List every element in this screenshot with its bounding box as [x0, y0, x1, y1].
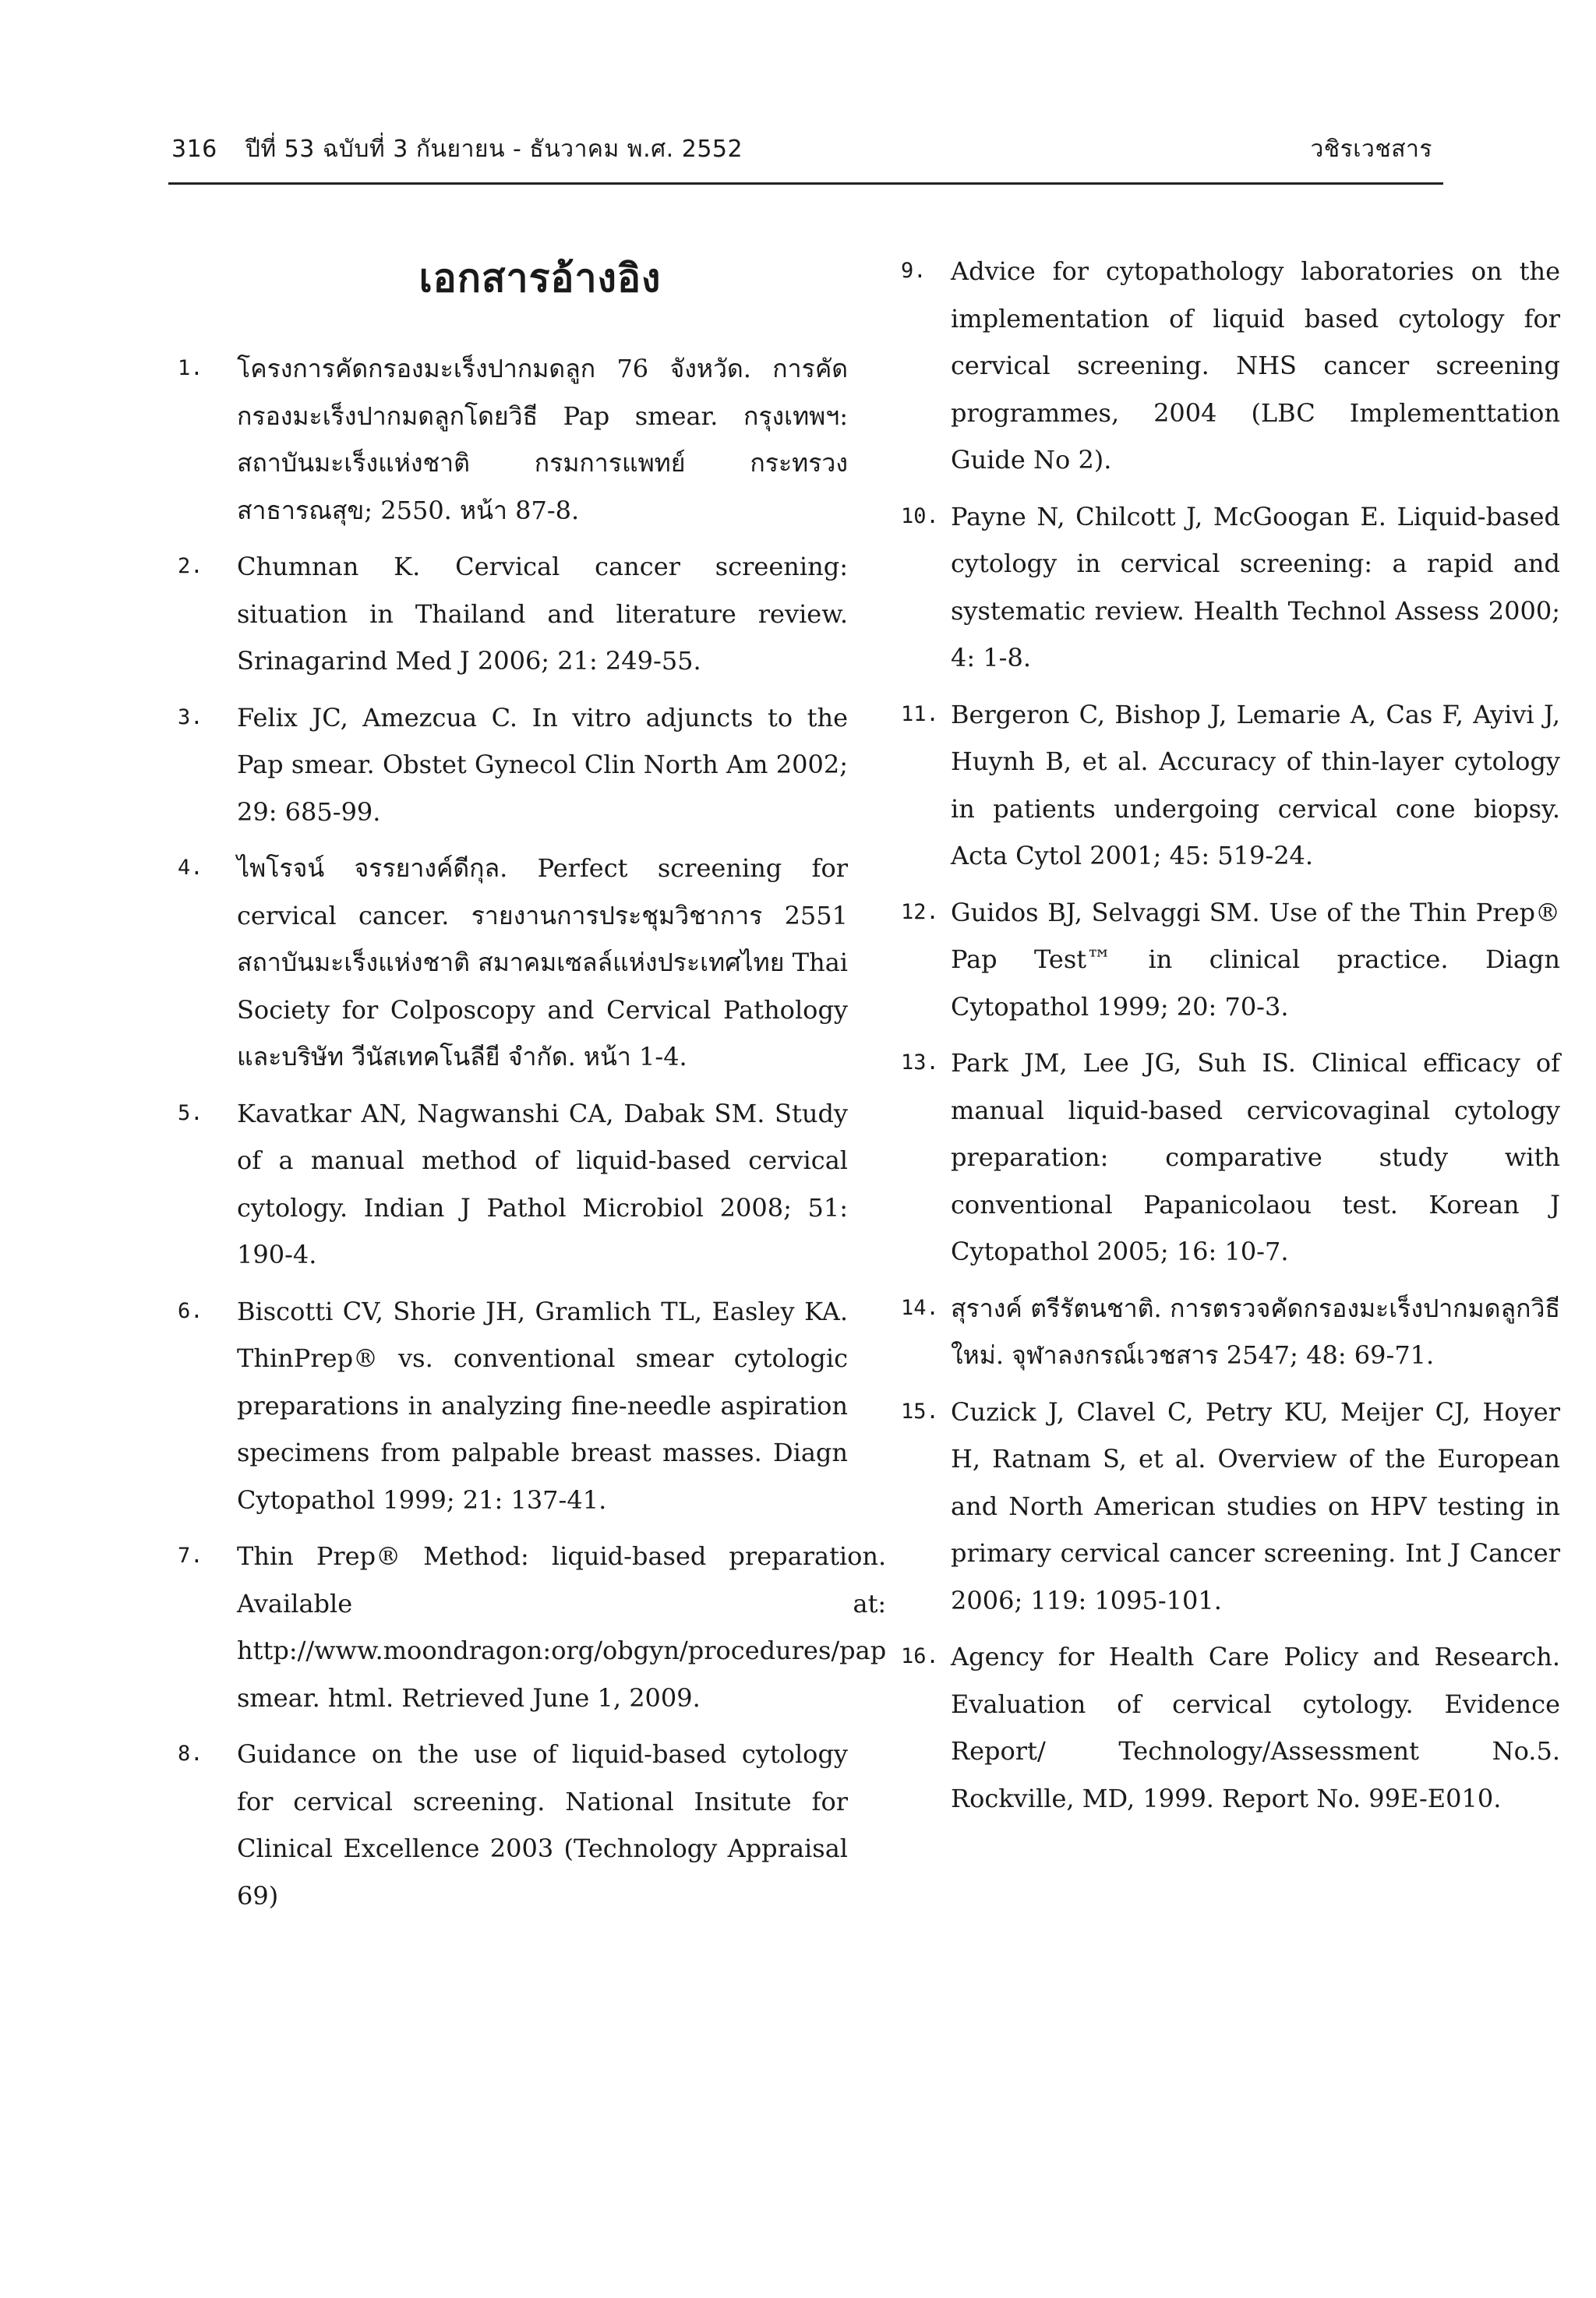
- reference-number: 1.: [178, 356, 203, 380]
- reference-number: 9.: [901, 259, 927, 283]
- reference-number: 3.: [178, 704, 203, 729]
- reference-number: 6.: [178, 1298, 203, 1323]
- right-column: [901, 248, 1560, 1831]
- reference-number: 5.: [178, 1100, 203, 1125]
- reference-item: [178, 1090, 848, 1279]
- reference-item: [178, 1533, 887, 1721]
- reference-text: Park JM, Lee JG, Suh IS. Clinical efficacy of manual liquid-based cervicovaginal cytology preparation: comparative study with conventional Papanicolaou test. Korean J Cytopathol 2005; 16: 10-7.: [951, 1048, 1560, 1266]
- reference-text: สุรางค์ ตรีรัตนชาติ. การตรวจคัดกรองมะเร็งปากมดลูกวิธีใหม่. จุฬาลงกรณ์เวชสาร 2547; 48: 69-71.: [951, 1293, 1560, 1370]
- reference-item: [901, 1389, 1560, 1625]
- reference-item: [178, 1288, 848, 1524]
- reference-item: [178, 1731, 848, 1919]
- reference-number: 2.: [178, 554, 203, 578]
- reference-number: 14.: [901, 1295, 939, 1320]
- reference-text: Cuzick J, Clavel C, Petry KU, Meijer CJ, Hoyer H, Ratnam S, et al. Overview of the European and North American studies on HPV testing in primary cervical cancer screening. Int J Cancer 2006; 119: 1095-101.: [951, 1396, 1560, 1615]
- reference-text: Agency for Health Care Policy and Research. Evaluation of cervical cytology. Evidence Report/ Technology/Assessment No.5. Rockville, MD, 1999. Report No. 99E-E010.: [951, 1642, 1560, 1813]
- running-header: [171, 131, 1432, 168]
- reference-text: Bergeron C, Bishop J, Lemarie A, Cas F, Ayivi J, Huynh B, et al. Accuracy of thin-layer cytology in patients undergoing cervical cone biopsy. Acta Cytol 2001; 45: 519-24.: [951, 699, 1560, 870]
- left-column: [178, 248, 887, 1929]
- reference-text: Felix JC, Amezcua C. In vitro adjuncts to the Pap smear. Obstet Gynecol Clin North Am 2002; 29: 685-99.: [237, 702, 848, 827]
- reference-text: Chumnan K. Cervical cancer screening: situation in Thailand and literature review. Srinagarind Med J 2006; 21: 249-55.: [237, 552, 848, 676]
- reference-number: 8.: [178, 1742, 203, 1766]
- reference-list-right: [901, 248, 1560, 1822]
- journal-name: วชิรเวชสาร: [1310, 136, 1432, 163]
- header-left: [171, 131, 763, 168]
- reference-item: [901, 248, 1560, 484]
- reference-text: Biscotti CV, Shorie JH, Gramlich TL, Easley KA. ThinPrep® vs. conventional smear cytologic preparations in analyzing fine-needle aspiration specimens from palpable breast masses. Diagn Cytopathol 1999; 21: 137-41.: [237, 1296, 848, 1515]
- header-rule: [168, 182, 1443, 185]
- reference-item: [178, 345, 848, 534]
- reference-number: 16.: [901, 1644, 939, 1668]
- reference-text: Advice for cytopathology laboratories on the implementation of liquid based cytology for cervical screening. NHS cancer screening programmes, 2004 (LBC Implementtation Guide No 2).: [951, 256, 1560, 475]
- reference-item: [178, 845, 848, 1081]
- reference-number: 11.: [901, 701, 939, 726]
- reference-number: 4.: [178, 856, 203, 880]
- reference-item: [901, 691, 1560, 880]
- reference-item: [901, 1040, 1560, 1276]
- reference-text: Guidos BJ, Selvaggi SM. Use of the Thin Prep® Pap Test™ in clinical practice. Diagn Cytopathol 1999; 20: 70-3.: [951, 897, 1560, 1022]
- reference-number: 7.: [178, 1544, 203, 1568]
- reference-text: Thin Prep® Method: liquid-based preparation. Available at: http://www.moondragon:org/obgyn/procedures/pap smear. html. Retrieved June 1, 2009.: [237, 1541, 887, 1713]
- reference-item: [901, 1285, 1560, 1379]
- reference-list-left: [178, 345, 887, 1919]
- reference-item: [901, 889, 1560, 1031]
- page-number: 316: [171, 136, 217, 163]
- reference-text: Guidance on the use of liquid-based cytology for cervical screening. National Insitute for Clinical Excellence 2003 (Technology Appraisal 69): [237, 1739, 848, 1911]
- reference-item: [178, 543, 848, 685]
- reference-number: 12.: [901, 899, 939, 924]
- reference-text: ไพโรจน์ จรรยางค์ดีกุล. Perfect screening for cervical cancer. รายงานการประชุมวิชาการ 2551 สถาบันมะเร็งแห่งชาติ สมาคมเซลล์แห่งประเทศไทย Thai Society for Colposcopy and Cervical Pathology และบริษัท วีนัสเทคโนลียี จำกัด. หน้า 1-4.: [237, 853, 848, 1071]
- reference-text: โครงการคัดกรองมะเร็งปากมดลูก 76 จังหวัด. การคัดกรองมะเร็งปากมดลูกโดยวิธี Pap smear. กรุงเทพฯ: สถาบันมะเร็งแห่งชาติ กรมการแพทย์ กระทรวงสาธารณสุข; 2550. หน้า 87-8.: [237, 354, 848, 525]
- reference-number: 13.: [901, 1050, 939, 1075]
- reference-number: 10.: [901, 503, 939, 528]
- reference-item: [178, 694, 848, 836]
- reference-text: Kavatkar AN, Nagwanshi CA, Dabak SM. Study of a manual method of liquid-based cervical cytology. Indian J Pathol Microbiol 2008; 51: 190-4.: [237, 1098, 848, 1269]
- issue-info: ปีที่ 53 ฉบับที่ 3 กันยายน - ธันวาคม พ.ศ. 2552: [245, 136, 743, 163]
- section-title: เอกสารอ้างอิง: [418, 256, 662, 301]
- reference-number: 15.: [901, 1399, 939, 1424]
- reference-text: Payne N, Chilcott J, McGoogan E. Liquid-based cytology in cervical screening: a rapid and systematic review. Health Technol Assess 2000; 4: 1-8.: [951, 501, 1560, 672]
- reference-item: [901, 493, 1560, 682]
- reference-item: [901, 1633, 1560, 1822]
